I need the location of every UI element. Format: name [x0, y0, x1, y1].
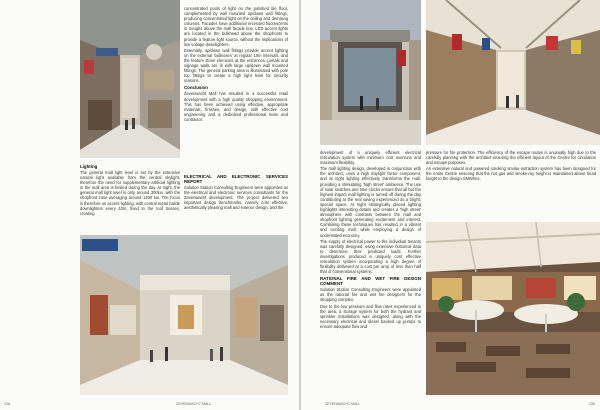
right-page: [301, 0, 600, 410]
food-court-photo: [426, 222, 600, 395]
lighting-column: [80, 162, 180, 217]
right-page-footer: [325, 402, 595, 406]
page-number: 238: [4, 402, 10, 406]
lighting-heading: Lighting: [80, 164, 98, 169]
paragraph: concentrated pools of light on the polished tile floor, complemented by wall mounted up/down wall fittings, producing concentrated light on the ceiling and demising columns. Facades have additional recessed fluorescents in troughs above the mall facade line. LED accent lights are located in the bulkhead above the shopfronts to provide a feature light source, without the implications of low voltage downlighters.: [184, 6, 288, 47]
mall-atrium-photo: [426, 0, 600, 145]
left-page-footer: [4, 402, 294, 406]
mall-interior-photo-top-left: [80, 0, 180, 158]
paragraph: Due to the low pressure and flow rates experienced in the area, a storage system for both the hydrant and sprinkler installations was designed, along with the necessary electrical and diesel backed up pumps to ensure adequate flow and: [320, 303, 421, 329]
paragraph: The mall lighting design, developed in conjunction with the architect, uses a high daylight factor component, and at night lighting effectively transforms the mall, providing a stimulating 'high street' ambience. The use of solar switches and time clocks ensure that all but the highest impact mall lighting is turned off during the day contributing to the real saving experienced as a bright, special space. At night strategically placed lighting highlights interesting details and creates a 'high street' atmosphere with contrasts between the mall and shopfront lighting generating excitement and interest. Combining these techniques has resulted in a vibrant and exciting mall, while employing a design of understated economy.: [320, 166, 421, 238]
fire-design-heading: RATIONAL FIRE AND WET FIRE DESIGN COMMENT: [320, 276, 421, 287]
right-page-text-column-right: [426, 150, 596, 183]
left-page-text-column-top: [184, 6, 288, 123]
right-page-text-column-left: [320, 150, 421, 330]
publication-name: ZEVENWACHT MALL: [176, 402, 212, 406]
left-page: [0, 0, 299, 410]
paragraph: The general mall light level is set by the extensive natural light available from the central skylight, therefore the need for supplementary artificial lighting in the mall area is limited during the day. At night, the general mall light level is only around 300lux, with the shopfront zone averaging around 1200 lux. The focus is therefore on accent lighting, with central metal halide downlighters every 10m, fixed to the roof trusses, creating: [80, 170, 180, 216]
publication-name: ZEVENWACHT MALL: [325, 402, 361, 406]
mall-entrance-photo: [320, 0, 421, 145]
mall-interior-photo-bottom-left: [80, 235, 288, 395]
electrical-column: [184, 172, 288, 211]
paragraph: An extensive natural and powered smoking smoke extraction system has been designed for the entire Centre ensuring that the hot gas and smoke-ray height is maintained above head height to the design SMW/Ins.: [426, 166, 596, 182]
paragraph: development of a uniquely efficient electrical reticulation system with minimum cost overruns and maximum flexibility.: [320, 150, 421, 166]
paragraph: pressure for fire protection. The efficiency of the escape routes is unusually high due to the carefully planning with the architect ensuring the efficient layout of the Centre for circulation and escape purposes.: [426, 150, 596, 166]
paragraph: Externally, up/down wall fittings provide accent lighting on the external 'bullnoses' at regular 10m intervals, and the feature stone elements at the entrances, portals and signage walls are lit with large up/down wall mounted fittings. The general parking area is illuminated with pole top fittings to create a high light level for security reasons.: [184, 47, 288, 84]
paragraph: Solution Station Consulting Engineers were appointed as the electrical and electronic services consultants for the Zevenwacht development. The project delivered two important design benchmarks, namely cost effective, aesthetically pleasing mall and exterior design, and the: [184, 185, 288, 211]
electrical-heading: ELECTRICAL AND ELECTRONIC SERVICES REPORT: [184, 174, 288, 184]
paragraph: Zevenwacht Mall has resulted in a successful retail development with a high quality shopping environment. This has been achieved using effective, appropriate materials, finishes, and design, with effective cost engineering and a dedicated professional team and contractor.: [184, 91, 288, 122]
conclusion-heading: Conclusion: [184, 85, 208, 91]
page-number: 239: [589, 402, 595, 406]
paragraph: Solution Station Consulting Engineers were appointed as the rational fire and wet fire designers for the shopping complex.: [320, 287, 421, 303]
paragraph: The supply of electrical power to the individual tenants was carefully designed, using extensive historical data to determine their predicted loads. Further investigations produced a uniquely cost effective reticulation system incorporating a high degree of flexibility delivered at a cost per amp of less than half that of conventional systems.: [320, 238, 421, 275]
